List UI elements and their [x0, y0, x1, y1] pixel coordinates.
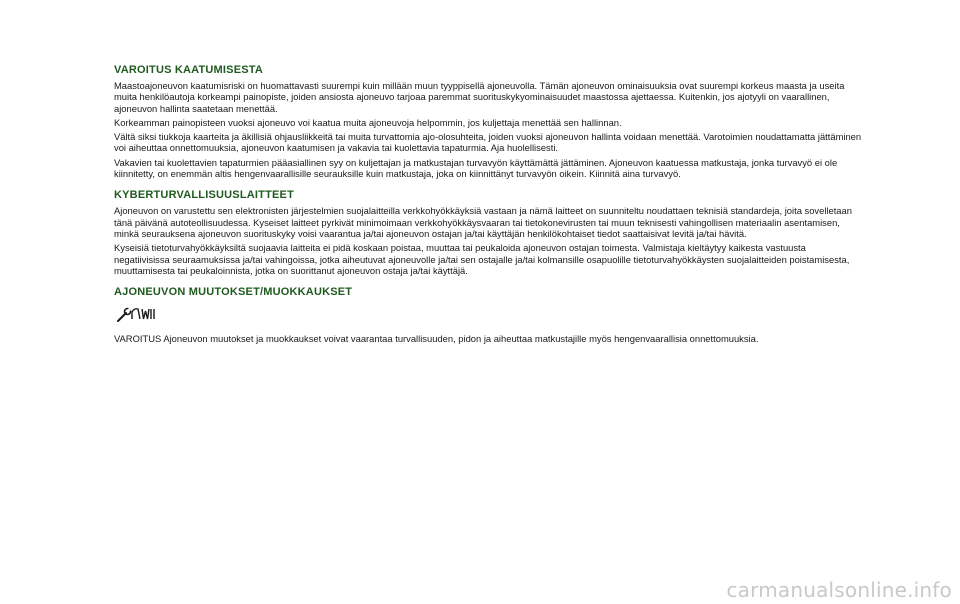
section-rollover-warning — [114, 64, 862, 179]
modification-icon-container — [116, 305, 862, 323]
paragraph: Vakavien tai kuolettavien tapaturmien pääasiallinen syy on kuljettajan ja matkustajan turvavyön käyttämättä jättäminen. Ajoneuvon kaatuessa matkustaja, jonka turvavyö ei ole kiinnitetty, on enemmän altis hengenvaarallisille seurauksille kuin matkustaja, joka on kiinnittänyt turvavyön oikein. Kiinnitä aina turvavyö. — [114, 156, 838, 180]
wrench-car-icon — [116, 305, 158, 323]
section-heading: VAROITUS KAATUMISESTA — [114, 64, 264, 76]
paragraph: Maastoajoneuvon kaatumisriski on huomattavasti suurempi kuin millään muun tyyppisellä ajoneuvolla. Tämän ajoneuvon ominaisuuksia ovat suurempi korkeus maasta ja useita muita henkilöautoja korkeampi painopiste, joiden ansiosta ajoneuvo tarjoaa paremmat suorituskykyominaisuudet maastossa ajettaessa. Kuitenkin, jos ajotyyli on vaarallinen, ajoneuvon hallinta saatetaan menettää. — [114, 80, 845, 114]
manual-page-content — [114, 64, 862, 347]
watermark-text: carmanualsonline.info — [726, 578, 952, 602]
paragraph: VAROITUS Ajoneuvon muutokset ja muokkaukset voivat vaarantaa turvallisuuden, pidon ja aiheuttaa matkustajille myös hengenvaarallisia onnettomuuksia. — [114, 333, 759, 345]
section-heading: AJONEUVON MUUTOKSET/MUOKKAUKSET — [114, 286, 353, 299]
section-heading: KYBERTURVALLISUUSLAITTEET — [114, 189, 294, 202]
paragraph: Vältä siksi tiukkoja kaarteita ja äkillisiä ohjausliikkeitä tai muita turvattomia ajo-olosuhteita, joiden vuoksi ajoneuvon hallinta voidaan menettää. Varotoimien noudattamatta jättäminen voi aiheuttaa onnettomuuksia, ajoneuvon kaatumisen ja vakavia tai kuolettavia tapaturmia. Aja huolellisesti. — [114, 131, 862, 154]
paragraph: Kyseisiä tietoturvahyökkäyksiltä suojaavia laitteita ei pidä koskaan poistaa, muuttaa tai peukaloida ajoneuvon ostajan toimesta. Valmistaja kieltäytyy kaikesta vastuusta negatiivisissa seuraamuksissa ja/tai vahingoissa, jotka aiheutuvat ajoneuvolle ja/tai sen ostajalle ja/tai kolmansille osapuolille tietoturvahyökkäysten suojalaitteiden poistamisesta, muuttamisesta tai peukaloinnista, jotka on suorittanut ajoneuvon ostaja ja/tai käyttäjä. — [114, 242, 850, 276]
section-cybersecurity — [114, 189, 862, 276]
paragraph: Korkeamman painopisteen vuoksi ajoneuvo voi kaatua muita ajoneuvoja helpommin, jos kuljettaja menettää sen hallinnan. — [114, 116, 622, 128]
section-vehicle-modifications — [114, 286, 862, 344]
paragraph: Ajoneuvon on varustettu sen elektronisten järjestelmien suojalaitteilla verkkohyökkäyksiä vastaan ja nämä laitteet on suunniteltu noudattaen teknisiä standardeja, joita sovelletaan tänä päivänä autoteollisuudessa. Kyseiset laitteet pyrkivät minimoimaan verkkohyökkäysvaaran tai tietokonevirusten tai muun teknisesti vahingollisen materiaalin asentamisen, minkä seurauksena ajoneuvon suorituskyky voisi vaarantua ja/tai ajoneuvon ostajan ja/tai käyttäjän henkilökohtaiset tiedot saattaisivat levitä ja/tai hävitä. — [114, 205, 852, 239]
